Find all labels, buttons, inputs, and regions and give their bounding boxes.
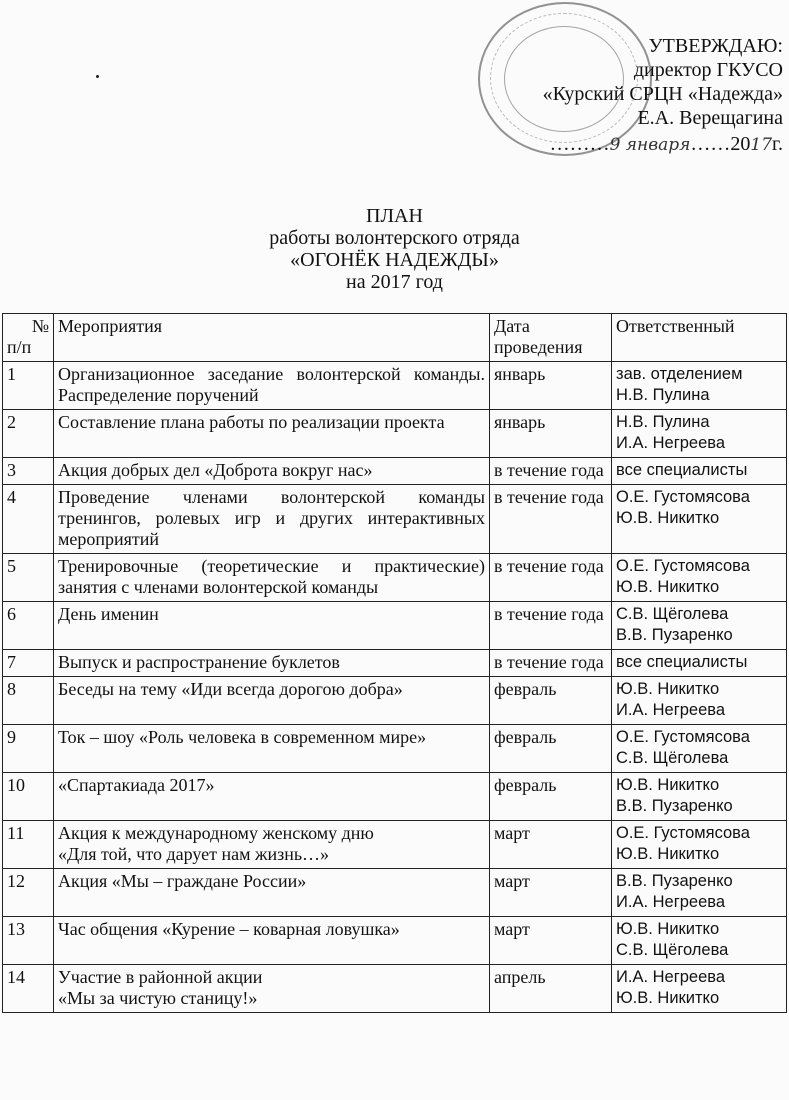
row-event-text: Ток – шоу «Роль человека в современном мире» [58, 727, 427, 747]
row-event [54, 821, 490, 869]
row-number: 10 [3, 773, 54, 821]
row-responsible-1: О.Е. Густомясова [616, 488, 750, 506]
row-responsible-2: С.В. Щёголева [616, 941, 729, 959]
row-event [54, 965, 490, 1013]
header-number-line1: № [31, 316, 49, 336]
row-responsible [612, 869, 787, 917]
table-row [3, 554, 787, 602]
row-date-text: март [494, 823, 530, 843]
table-row [3, 410, 787, 458]
row-event-line1: Акция к международному женскому дню [58, 823, 374, 843]
table-row [3, 362, 787, 410]
row-date-text: февраль [494, 679, 557, 699]
row-responsible-1: все специалисты [616, 653, 748, 671]
row-date-text: февраль [494, 727, 557, 747]
row-responsible-2: Ю.В. Никитко [616, 509, 720, 527]
row-responsible [612, 602, 787, 650]
row-responsible-1: все специалисты [616, 461, 748, 479]
row-date [490, 965, 612, 1013]
row-responsible-2: Ю.В. Никитко [616, 578, 720, 596]
row-responsible-1: зав. отделением [616, 365, 743, 383]
date-dots: ……… [549, 133, 610, 155]
row-event [54, 650, 490, 677]
approver-name: Е.А. Верещагина [637, 107, 783, 129]
row-event-text: День именин [58, 604, 159, 624]
row-event [54, 869, 490, 917]
row-responsible [612, 485, 787, 554]
row-event-text: Выпуск и распространение буклетов [58, 652, 340, 672]
row-date-text: апрель [494, 967, 546, 987]
row-date-text: март [494, 871, 530, 891]
row-number: 2 [3, 410, 54, 458]
row-event [54, 410, 490, 458]
row-responsible [612, 554, 787, 602]
row-responsible [612, 725, 787, 773]
row-event [54, 917, 490, 965]
table-row [3, 677, 787, 725]
title-year: на 2017 год [346, 271, 443, 293]
approve-label: УТВЕРЖДАЮ: [648, 35, 783, 57]
row-event [54, 725, 490, 773]
scan-speck [96, 75, 99, 78]
approver-organization: «Курский СРЦН «Надежда» [542, 83, 783, 105]
row-event-line2: «Для той, что дарует нам жизнь…» [58, 844, 330, 864]
row-responsible [612, 650, 787, 677]
header-date-line2: проведения [494, 337, 583, 357]
row-event-line2: «Мы за чистую станицу!» [58, 988, 258, 1008]
row-date [490, 821, 612, 869]
row-responsible-1: Ю.В. Никитко [616, 680, 720, 698]
row-event-text: Акция добрых дел «Доброта вокруг нас» [58, 460, 373, 480]
row-event-text: Акция «Мы – граждане России» [58, 871, 307, 891]
row-event-text: Беседы на тему «Иди всегда дорогою добра» [58, 679, 403, 699]
row-responsible [612, 362, 787, 410]
row-responsible-1: О.Е. Густомясова [616, 728, 750, 746]
row-responsible [612, 773, 787, 821]
row-date [490, 917, 612, 965]
row-responsible [612, 917, 787, 965]
row-event-text: Час общения «Курение – коварная ловушка» [58, 919, 400, 939]
row-responsible-2: Н.В. Пулина [616, 386, 710, 404]
row-date-text: в течение года [494, 460, 604, 480]
header-date-line1: Дата [494, 316, 530, 336]
handwritten-year: 17 [750, 135, 773, 155]
row-responsible-1: О.Е. Густомясова [616, 824, 750, 842]
table-header-row [3, 314, 787, 362]
handwritten-day-month: 9 января [609, 135, 691, 155]
row-number: 13 [3, 917, 54, 965]
row-responsible-1: И.А. Негреева [616, 968, 726, 986]
row-date-text: в течение года [494, 556, 604, 576]
row-date-text: в течение года [494, 604, 604, 624]
row-number: 11 [3, 821, 54, 869]
table-row [3, 650, 787, 677]
row-event-text: Составление плана работы по реализации проекта [58, 412, 445, 432]
header-number [3, 314, 54, 362]
approver-position: директор ГКУСО [633, 59, 783, 81]
row-date [490, 650, 612, 677]
title-team-name: «ОГОНЁК НАДЕЖДЫ» [290, 249, 499, 271]
row-responsible-1: В.В. Пузаренко [616, 872, 733, 890]
row-number: 3 [3, 458, 54, 485]
row-number: 9 [3, 725, 54, 773]
year-suffix: г. [772, 133, 783, 155]
row-event [54, 677, 490, 725]
row-event-text: Проведение членами волонтерской команды тренингов, ролевых игр и других интерактивных мероприятий [58, 487, 485, 549]
row-date [490, 869, 612, 917]
title-subject: работы волонтерского отряда [269, 227, 520, 249]
row-responsible-2: Ю.В. Никитко [616, 845, 720, 863]
table-row [3, 917, 787, 965]
header-date [490, 314, 612, 362]
document-title [0, 205, 789, 293]
row-responsible-2: В.В. Пузаренко [616, 797, 733, 815]
table-row [3, 965, 787, 1013]
row-number: 12 [3, 869, 54, 917]
row-event-text: Организационное заседание волонтерской команды. Распределение поручений [58, 364, 485, 405]
row-responsible [612, 458, 787, 485]
row-responsible [612, 410, 787, 458]
row-event [54, 602, 490, 650]
row-date [490, 725, 612, 773]
row-event [54, 458, 490, 485]
table-row [3, 602, 787, 650]
row-responsible-1: Ю.В. Никитко [616, 776, 720, 794]
row-event-text: Тренировочные (теоретические и практические) занятия с членами волонтерской команды [58, 556, 485, 597]
row-responsible [612, 821, 787, 869]
row-date [490, 602, 612, 650]
row-number: 7 [3, 650, 54, 677]
row-event [54, 485, 490, 554]
row-date [490, 773, 612, 821]
row-date-text: в течение года [494, 652, 604, 672]
row-responsible [612, 965, 787, 1013]
header-event: Мероприятия [54, 314, 490, 362]
title-plan: ПЛАН [366, 205, 423, 227]
row-responsible-2: И.А. Негреева [616, 701, 726, 719]
row-responsible-1: Ю.В. Никитко [616, 920, 720, 938]
row-number: 6 [3, 602, 54, 650]
row-number: 5 [3, 554, 54, 602]
table-body [3, 362, 787, 1013]
row-responsible-2: И.А. Негреева [616, 434, 726, 452]
row-responsible-2: В.В. Пузаренко [616, 626, 733, 644]
row-responsible-2: С.В. Щёголева [616, 749, 729, 767]
table-row [3, 458, 787, 485]
row-responsible-1: С.В. Щёголева [616, 605, 729, 623]
plan-table [2, 313, 787, 1013]
row-date [490, 362, 612, 410]
approval-block [513, 34, 783, 157]
row-responsible [612, 677, 787, 725]
approval-date [513, 132, 783, 157]
row-event [54, 773, 490, 821]
table-row [3, 821, 787, 869]
row-event [54, 554, 490, 602]
table-row [3, 725, 787, 773]
row-responsible-2: Ю.В. Никитко [616, 989, 720, 1007]
row-date [490, 485, 612, 554]
row-date-text: март [494, 919, 530, 939]
row-date [490, 677, 612, 725]
row-event-text: «Спартакиада 2017» [58, 775, 215, 795]
row-date-text: январь [494, 412, 546, 432]
row-event-line1: Участие в районной акции [58, 967, 263, 987]
header-responsible: Ответственный [612, 314, 787, 362]
row-number: 4 [3, 485, 54, 554]
row-date [490, 458, 612, 485]
row-responsible-1: О.Е. Густомясова [616, 557, 750, 575]
table-row [3, 773, 787, 821]
row-number: 8 [3, 677, 54, 725]
row-event [54, 362, 490, 410]
row-date [490, 410, 612, 458]
row-date [490, 554, 612, 602]
row-number: 1 [3, 362, 54, 410]
row-number: 14 [3, 965, 54, 1013]
header-number-line2: п/п [7, 337, 32, 357]
row-date-text: в течение года [494, 487, 604, 507]
row-date-text: февраль [494, 775, 557, 795]
row-responsible-2: И.А. Негреева [616, 893, 726, 911]
row-responsible-1: Н.В. Пулина [616, 413, 710, 431]
table-row [3, 485, 787, 554]
table-row [3, 869, 787, 917]
date-dots-2: ……20 [690, 133, 751, 155]
row-date-text: январь [494, 364, 546, 384]
